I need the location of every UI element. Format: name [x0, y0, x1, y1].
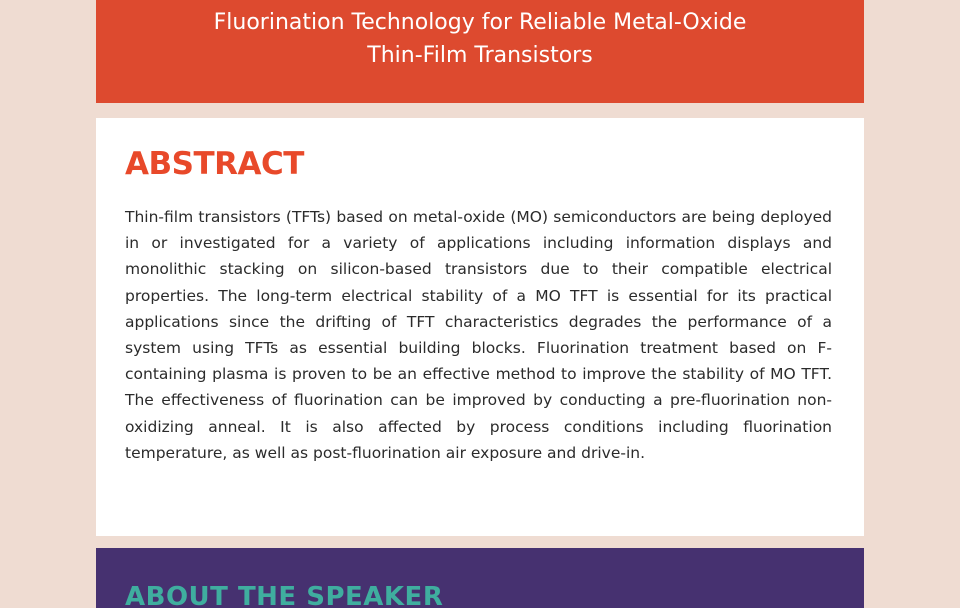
- talk-title-line-1: Fluorination Technology for Reliable Metal-Oxide: [213, 10, 747, 35]
- abstract-body: Thin-film transistors (TFTs) based on metal-oxide (MO) semiconductors are being deployed in or investigated for a variety of applications including information displays and monolithic stacking on silicon-based transistors due to their compatible electrical properties. The long-term electrical stability of a MO TFT is essential for its practical applications since the drifting of TFT characteristics degrades the performance of a system using TFTs as essential building blocks. Fluorination treatment based on F-containing plasma is proven to be an effective method to improve the stability of MO TFT. The effectiveness of fluorination can be improved by conducting a pre-fluorination non-oxidizing anneal. It is also affected by process conditions including fluorination temperature, as well as post-fluorination air exposure and drive-in.: [125, 208, 832, 462]
- about-speaker-heading: ABOUT THE SPEAKER: [125, 582, 444, 608]
- abstract-section: [96, 118, 864, 536]
- title-banner: [96, 0, 864, 103]
- abstract-heading: ABSTRACT: [125, 146, 304, 182]
- about-speaker-section: [96, 548, 864, 608]
- talk-title-line-2: Thin-Film Transistors: [367, 43, 593, 68]
